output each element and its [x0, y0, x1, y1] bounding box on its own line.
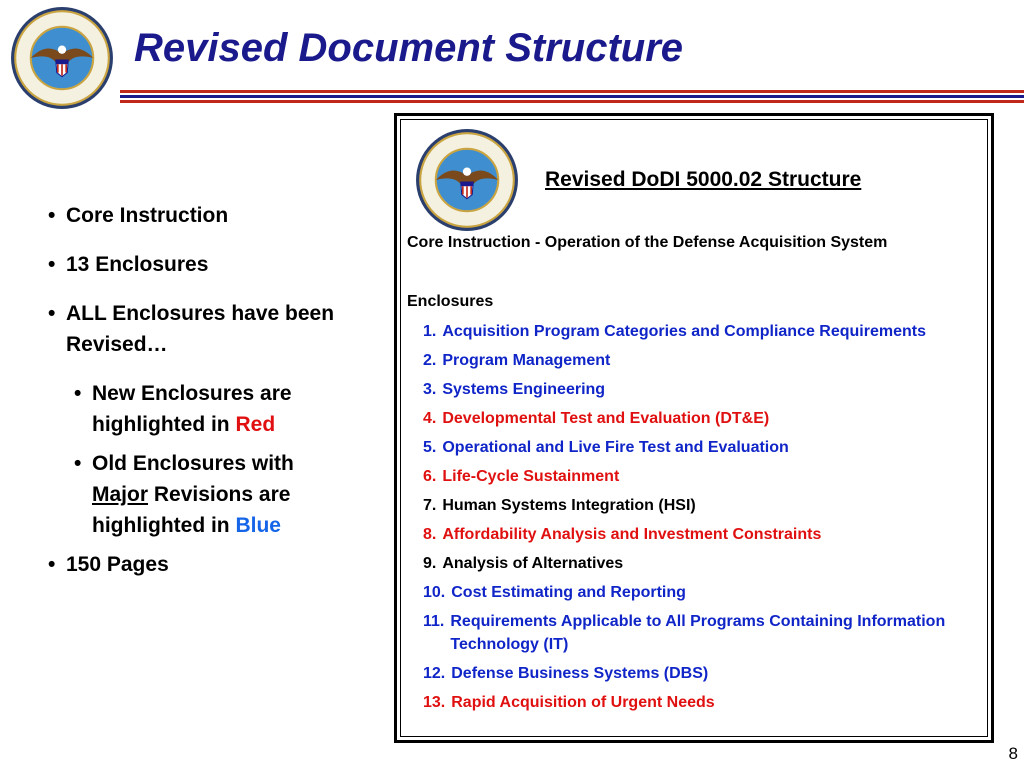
- enclosures-heading: Enclosures: [407, 293, 494, 310]
- enclosure-label: Affordability Analysis and Investment Constraints: [442, 526, 822, 543]
- enclosure-item: [423, 407, 983, 430]
- panel-title: Revised DoDI 5000.02 Structure: [545, 168, 862, 191]
- enclosure-number: 6.: [423, 468, 437, 485]
- bullet-new-enclosures: • New Enclosures are highlighted in Red: [68, 378, 362, 440]
- enclosure-number: 11.: [423, 613, 445, 630]
- enclosure-item: [423, 552, 983, 575]
- page-number: 8: [1008, 744, 1018, 763]
- structure-panel: [394, 113, 994, 743]
- bullet-13-enclosures: • 13 Enclosures: [42, 249, 362, 280]
- bullet-150-pages: • 150 Pages: [42, 549, 362, 580]
- title-rule-blue: [120, 95, 1024, 98]
- dod-seal-logo: [10, 6, 114, 110]
- enclosure-number: 1.: [423, 323, 437, 340]
- summary-bullets: [42, 200, 362, 598]
- enclosure-label: Program Management: [442, 352, 611, 369]
- title-rule-red-bottom: [120, 100, 1024, 103]
- enclosure-item: [423, 320, 983, 343]
- enclosure-label: Developmental Test and Evaluation (DT&E): [442, 410, 770, 427]
- enclosure-number: 5.: [423, 439, 437, 456]
- bullet-all-revised: • ALL Enclosures have been Revised…: [42, 298, 362, 360]
- enclosure-item: [423, 465, 983, 488]
- title-rule-red-top: [120, 90, 1024, 93]
- enclosure-label: Acquisition Program Categories and Compliance Requirements: [442, 323, 926, 340]
- enclosure-label: Life-Cycle Sustainment: [442, 468, 620, 485]
- enclosure-label: Cost Estimating and Reporting: [451, 584, 686, 601]
- bullet-core-instruction: • Core Instruction: [42, 200, 362, 231]
- enclosure-number: 3.: [423, 381, 437, 398]
- enclosure-label: Defense Business Systems (DBS): [451, 665, 709, 682]
- enclosure-list: [423, 320, 983, 720]
- enclosure-label: Operational and Live Fire Test and Evaluation: [442, 439, 789, 456]
- slide-title: Revised Document Structure: [134, 26, 684, 70]
- enclosure-label: Systems Engineering: [442, 381, 606, 398]
- enclosure-number: 8.: [423, 526, 437, 543]
- dod-seal-logo-small: [415, 128, 519, 232]
- major-underlined: Major: [92, 483, 149, 506]
- enclosure-label: Analysis of Alternatives: [442, 555, 624, 572]
- legend-blue: Blue: [235, 514, 281, 537]
- enclosure-label: Rapid Acquisition of Urgent Needs: [451, 694, 715, 711]
- enclosure-item: [423, 378, 983, 401]
- enclosure-label: Human Systems Integration (HSI): [442, 497, 696, 514]
- enclosure-number: 4.: [423, 410, 437, 427]
- enclosure-number: 12.: [423, 665, 446, 682]
- enclosure-item: [423, 494, 983, 517]
- enclosure-number: 10.: [423, 584, 446, 601]
- legend-red: Red: [235, 413, 276, 436]
- enclosure-label: Requirements Applicable to All Programs Containing Information Technology (IT): [450, 613, 946, 653]
- enclosure-number: 2.: [423, 352, 437, 369]
- enclosure-number: 7.: [423, 497, 437, 514]
- enclosure-item: [423, 436, 983, 459]
- enclosure-item: [423, 691, 983, 714]
- enclosure-number: 13.: [423, 694, 446, 711]
- enclosure-item: [423, 581, 983, 604]
- bullet-old-enclosures: • Old Enclosures with Major Revisions are highlighted in Blue: [68, 448, 362, 541]
- enclosure-item: [423, 523, 983, 546]
- enclosure-item: [423, 662, 983, 685]
- core-instruction-text: Core Instruction - Operation of the Defense Acquisition System: [407, 234, 888, 251]
- enclosure-number: 9.: [423, 555, 437, 572]
- enclosure-item: [423, 610, 983, 656]
- enclosure-item: [423, 349, 983, 372]
